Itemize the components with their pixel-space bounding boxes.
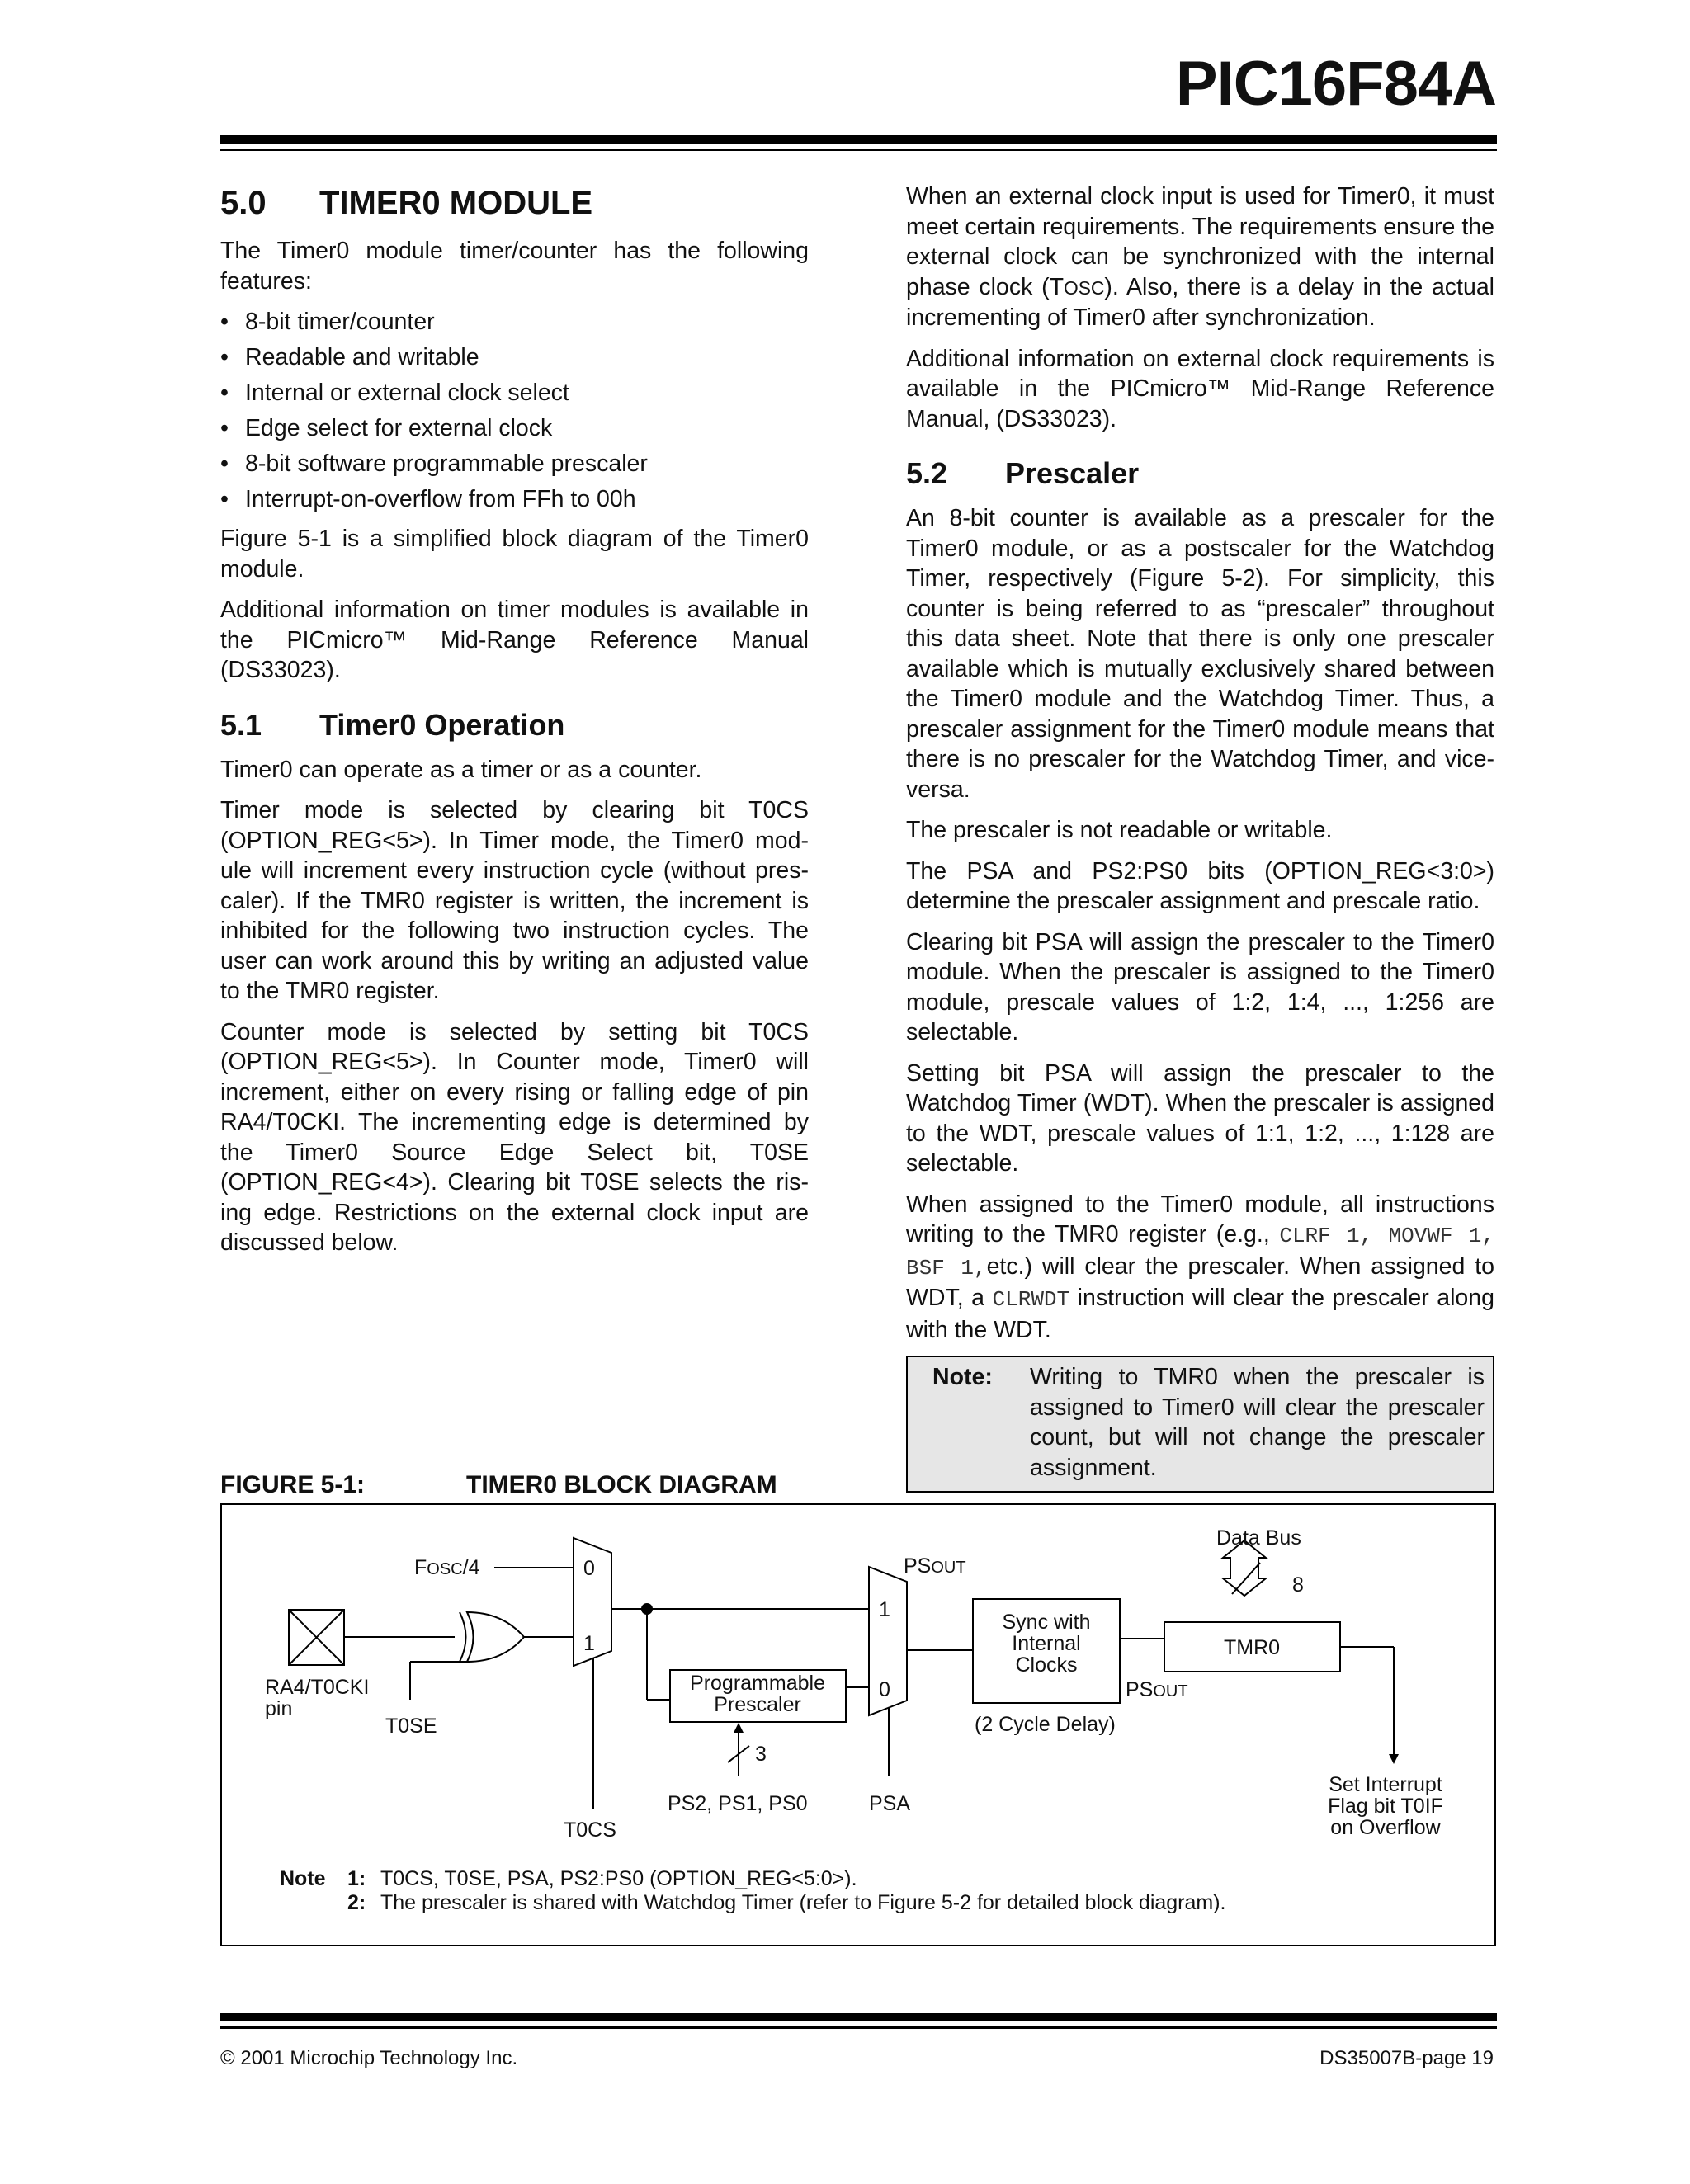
prescaler-label: Prescaler [714,1693,801,1716]
copyright: © 2001 Microchip Technology Inc. [220,2047,518,2069]
note-label: Note: [932,1364,993,1390]
left-column [220,182,809,1269]
paragraph: Timer mode is selected by clearing bit T0CS (OPTION_REG<5>). In Timer mode, the Timer0 mod-ule will increment every instruction cycle (without pres-caler). If the TMR0 register is written, the increment is inhibited for the following two instruction cycles. The user can work around this by writing an adjusted value to the TMR0 register. [220,797,809,1004]
text-run: When an external clock input is used for Timer0, it must meet certain requirements. The requirements ensure the external clock can be synchronized with the internal phase clock (T [906,183,1494,300]
list-item: • 8-bit timer/counter [220,307,809,337]
section-5-2-heading [906,457,1494,490]
pin-label: pin [265,1697,293,1720]
feature-list [220,307,809,515]
text-run: ). Also, there is a delay in the actual incrementing of Timer0 after synchronization. [906,273,1494,331]
paragraph: Setting bit PSA will assign the prescaler to the Watchdog Timer (WDT). When the prescaler is assigned to the WDT, prescale values of 1:1, 1:2, ..., 1:128 are selectable. [906,1059,1494,1177]
text-run: When assigned to the Timer0 module, all instructions writing to the TMR0 register (e.g., [906,1191,1494,1248]
section-5-1-heading [220,709,809,742]
paragraph: Additional information on timer modules is available in the PICmicro™ Mid-Range Reference Manual (DS33023). [220,597,809,683]
paragraph: Additional information on external clock requirements is available in the PICmicro™ Mid-Range Reference Manual, (DS33023). [906,345,1494,432]
header-rule [220,135,1497,144]
sync-label: Internal [1012,1632,1081,1655]
text-run: instruction will clear the prescaler along with the WDT. [906,1285,1494,1343]
paragraph: The PSA and PS2:PS0 bits (OPTION_REG<3:0>) determine the prescaler assignment and prescale ratio. [906,857,1494,914]
page-title: PIC16F84A [1175,49,1496,119]
bus-slash [1232,1563,1260,1594]
header-rule-thin [220,149,1497,151]
paragraph [906,182,1494,333]
timer0-block-diagram [222,1505,1494,1945]
paragraph: The Timer0 module timer/counter has the following features: [220,238,809,295]
mux-input-1-label: 1 [879,1598,890,1621]
bus-width-label: 8 [1292,1573,1304,1597]
psa-label: PSA [869,1792,911,1815]
mux-input-0-label: 0 [879,1678,890,1701]
footer-rule [220,2013,1497,2021]
xor-gate-back [460,1612,466,1662]
section-title: Prescaler [1005,456,1140,490]
prescaler-label: Programmable [690,1672,825,1695]
code-snippet: CLRWDT [992,1287,1070,1312]
text-run: etc.) will clear the prescaler. When assigned to WDT, a [906,1252,1494,1311]
note-box [906,1356,1494,1493]
figure-box [220,1503,1496,1946]
footer-rule-thin [220,2026,1497,2029]
list-item: • 8-bit software programmable prescaler [220,449,809,479]
label-text: OUT [931,1559,966,1577]
section-title: TIMER0 MODULE [319,185,593,221]
paragraph: An 8-bit counter is available as a prescaler for the Timer0 module, or as a postscaler for the Watchdog Timer, respectively (Figure 5-2). For simplicity, this counter is being referred to as “prescaler” throughout this data sheet. Note that there is only one prescaler available which is mutually exclusively shared between the Timer0 module and the Watchdog Timer. Thus, a prescaler assignment for the Timer0 module means that there is no prescaler for the Watchdog Timer, and vice-versa. [906,505,1494,803]
fosc-label [414,1556,480,1579]
ps-bits-label: PS2, PS1, PS0 [668,1792,808,1815]
t0cs-label: T0CS [564,1818,616,1842]
label-text: OSC [427,1560,463,1578]
page-number: DS35007B-page 19 [1319,2047,1494,2069]
pin-label: RA4/T0CKI [265,1676,370,1699]
label-text: PS [904,1554,932,1578]
psout-label [904,1554,966,1578]
right-column [906,182,1494,1493]
text-run: OSC [1064,276,1105,299]
xor-gate [467,1612,524,1662]
list-item: • Edge select for external clock [220,413,809,444]
code-snippet: CLRF 1, MOVWF 1, BSF 1, [906,1224,1494,1281]
list-item: • Internal or external clock select [220,378,809,408]
mux-input-0-label: 0 [583,1557,595,1580]
interrupt-label: Set Interrupt [1329,1773,1442,1796]
ps-width-label: 3 [755,1743,767,1766]
sync-delay-label: (2 Cycle Delay) [975,1713,1116,1736]
mux-input-1-label: 1 [583,1632,595,1655]
data-bus-label: Data Bus [1216,1526,1301,1550]
tmr0-label: TMR0 [1223,1636,1281,1659]
section-number: 5.1 [220,707,262,742]
list-item: • Readable and writable [220,342,809,373]
t0se-label: T0SE [385,1715,437,1738]
psout-label [1126,1678,1188,1701]
figure-note-text: T0CS, T0SE, PSA, PS2:PS0 (OPTION_REG<5:0>). [380,1867,857,1890]
figure-note-number: 2: [347,1891,366,1914]
list-item: • Interrupt-on-overflow from FFh to 00h [220,484,809,515]
figure-number: FIGURE 5-1: [220,1471,366,1498]
paragraph [906,1190,1494,1346]
paragraph: The prescaler is not readable or writable. [906,817,1333,843]
figure-note-text: The prescaler is shared with Watchdog Timer (refer to Figure 5-2 for detailed block diagram). [380,1891,1226,1914]
section-number: 5.2 [906,456,948,490]
sync-label: Sync with [1002,1611,1091,1634]
paragraph: Counter mode is selected by setting bit T0CS (OPTION_REG<5>). In Counter mode, Timer0 will increment, either on every rising or falling edge of pin RA4/T0CKI. The incrementing edge is determined by the Timer0 Source Edge Select bit, T0SE (OPTION_REG<4>). Clearing bit T0SE selects the ris-ing edge. Restrictions on the external clock input are discussed below. [220,1018,809,1256]
interrupt-label: Flag bit T0IF [1328,1795,1443,1818]
figure-note-label: Note [280,1867,326,1890]
figure-caption [220,1471,777,1499]
paragraph: Clearing bit PSA will assign the prescaler to the Timer0 module. When the prescaler is assigned to the Timer0 module, prescale values of 1:2, 1:4, ..., 1:256 are selectable. [906,928,1494,1045]
sync-label: Clocks [1015,1653,1078,1677]
label-text: OUT [1153,1682,1188,1701]
figure-note-number: 1: [347,1867,366,1890]
label-text: F [414,1556,427,1579]
interrupt-label: on Overflow [1330,1816,1441,1839]
label-text: /4 [462,1556,480,1579]
paragraph: Figure 5-1 is a simplified block diagram of the Timer0 module. [220,526,809,583]
note-text: Writing to TMR0 when the prescaler is assigned to Timer0 will clear the prescaler count, but will not change the prescaler assignment. [1030,1364,1485,1481]
section-number: 5.0 [220,185,267,221]
section-5-heading [220,185,809,221]
figure-title: TIMER0 BLOCK DIAGRAM [466,1471,777,1498]
paragraph: Timer0 can operate as a timer or as a counter. [220,756,702,783]
section-title: Timer0 Operation [319,707,565,742]
label-text: PS [1126,1678,1154,1701]
